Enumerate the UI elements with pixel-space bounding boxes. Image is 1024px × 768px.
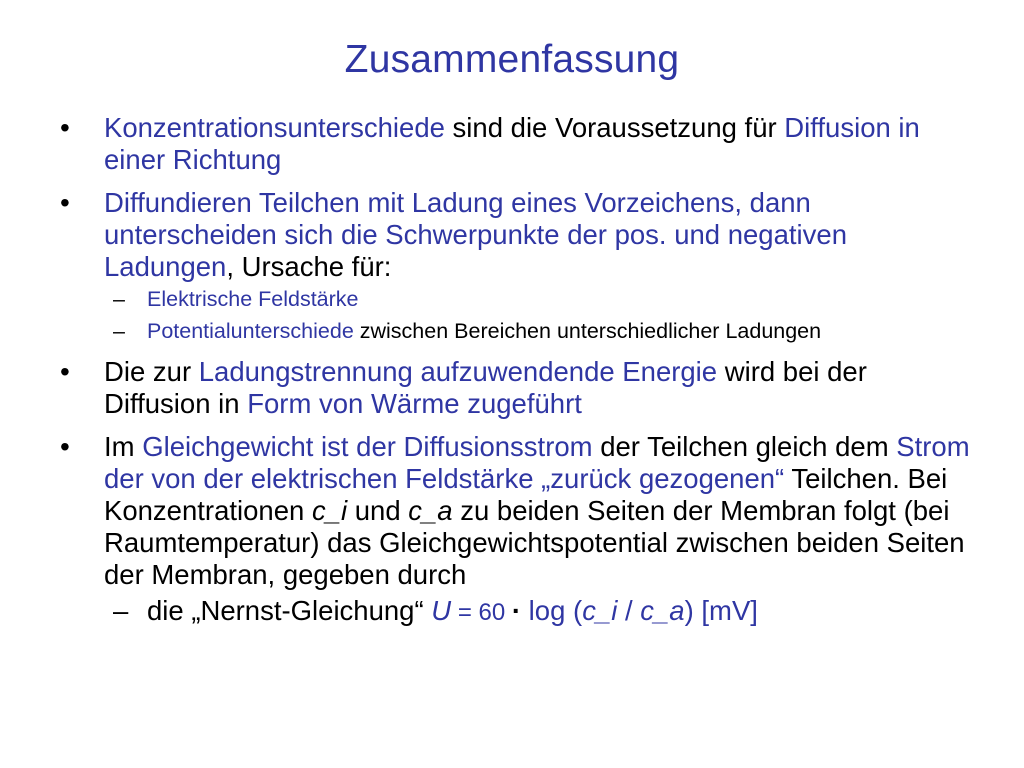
- bullet-marker: •: [60, 187, 70, 218]
- bullet-item-4: [60, 431, 980, 591]
- text-diffusion-richtung: Diffusion in einer Richtung: [104, 112, 920, 175]
- dash-marker: –: [113, 595, 129, 626]
- text-zwischen-bereichen: zwischen Bereichen unterschiedlicher Ladungen: [353, 319, 822, 343]
- text-bei-konzentrationen: Teilchen. Bei Konzentrationen: [104, 463, 948, 526]
- bullet-list: [60, 112, 980, 635]
- text-form-von-waerme: Form von Wärme zugeführt: [247, 388, 582, 419]
- bullet-marker: •: [60, 431, 70, 462]
- text-voraussetzung: sind die Voraussetzung für: [444, 112, 785, 143]
- text-c-a: c_a: [408, 495, 453, 526]
- text-elektrische-feldstaerke: Elektrische Feldstärke: [147, 287, 359, 311]
- equation-dot: ·: [511, 595, 522, 626]
- sub-item-feldstaerke: [60, 286, 980, 312]
- text-ursache: , Ursache für:: [226, 251, 392, 282]
- text-und: und: [347, 495, 409, 526]
- text-im: Im: [104, 431, 143, 462]
- sub-item-nernst: [60, 595, 980, 629]
- bullet-item-3: [60, 356, 980, 420]
- text-membran-gleichgewicht: zu beiden Seiten der Membran folgt (bei Raumtemperatur) das Gleichgewichtspotential zwischen beiden Seiten der Membran, gegeben durch: [104, 495, 965, 590]
- bullet-item-2: [60, 187, 980, 283]
- equation-slash: /: [617, 595, 641, 626]
- page-title: Zusammenfassung: [344, 38, 680, 81]
- text-ladungstrennung: Ladungstrennung aufzuwendende Energie: [198, 356, 718, 387]
- text-konzentrationsunterschiede: Konzentrationsunterschiede: [104, 112, 445, 143]
- text-c-i: c_i: [311, 495, 348, 526]
- text-der-teilchen: der Teilchen gleich dem: [592, 431, 897, 462]
- sub-item-potentialunterschiede: [60, 318, 980, 344]
- equation-log: log (: [521, 595, 583, 626]
- equation-u: U: [431, 595, 452, 626]
- text-potentialunterschiede: Potentialunterschiede: [147, 319, 354, 343]
- dash-marker: –: [113, 319, 125, 343]
- text-nernst-gleichung: die „Nernst-Gleichung“: [147, 595, 432, 626]
- text-wird-bei-diffusion: wird bei der Diffusion in: [104, 356, 867, 419]
- text-diffundieren-teilchen: Diffundieren Teilchen mit Ladung eines Vorzeichens, dann unterscheiden sich die Schwerpunkte der pos. und negativen Ladungen: [104, 187, 847, 282]
- bullet-marker: •: [60, 112, 70, 143]
- equation-c-a: c_a: [640, 595, 685, 626]
- equation-unit: ) [mV]: [684, 595, 758, 626]
- text-strom-zurueck: Strom der von der elektrischen Feldstärke „zurück gezogenen“: [104, 431, 970, 494]
- equation-c-i: c_i: [582, 595, 618, 626]
- text-die-zur: Die zur: [104, 356, 199, 387]
- bullet-marker: •: [60, 356, 70, 387]
- bullet-item-1: [60, 112, 980, 176]
- dash-marker: –: [113, 287, 125, 311]
- text-gleichgewicht: Gleichgewicht ist der Diffusionsstrom: [142, 431, 593, 462]
- equation-equals-60: = 60: [451, 599, 512, 626]
